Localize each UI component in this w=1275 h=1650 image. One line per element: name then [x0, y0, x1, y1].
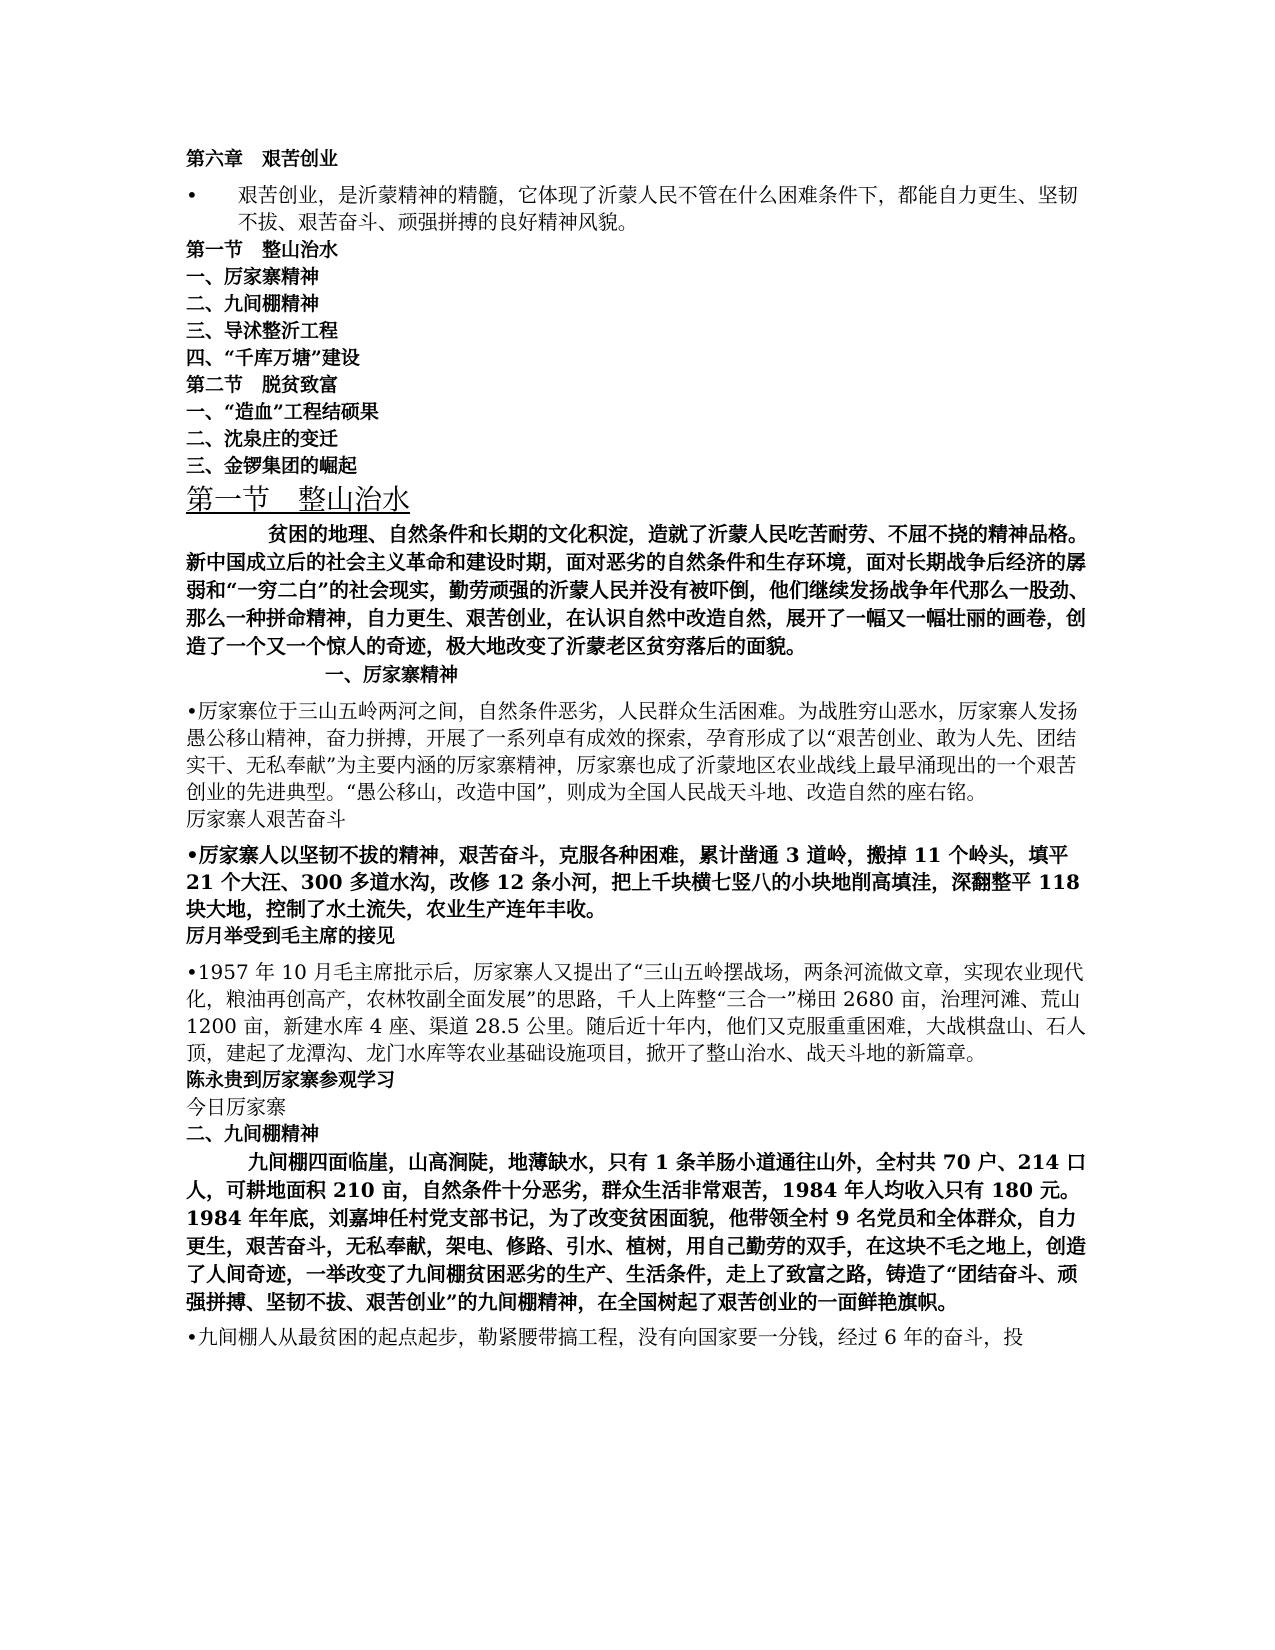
- subsection-heading-1: 一、厉家寨精神: [325, 664, 459, 686]
- bullet-icon: •: [186, 843, 199, 867]
- caption-2: 厉月举受到毛主席的接见: [186, 925, 396, 947]
- sub2-paragraph-2: [186, 1324, 1096, 1351]
- toc-item-3: 三、导沭整沂工程: [186, 320, 339, 342]
- chapter-intro-text: • 艰苦创业，是沂蒙精神的精髓，它体现了沂蒙人民不管在什么困难条件下，都能自力更生、坚韧不拔、艰苦奋斗、顽强拼搏的良好精神风貌。: [237, 183, 1078, 234]
- sub1-paragraph-2-text: 厉家寨人以坚韧不拔的精神，艰苦奋斗，克服各种困难，累计凿通 3 道岭，搬掉 11 个岭头，填平 21 个大汪、300 多道水沟，改修 12 条小河，把上千块横七竖八的小块地削高填洼，深翻整平 118 块大地，控制了水土流失，农业生产连年丰收。: [186, 843, 1080, 921]
- bullet-icon: •: [186, 699, 198, 723]
- toc-item-5: 一、“造血”工程结硕果: [186, 401, 379, 423]
- sub1-paragraph-3-text: 1957 年 10 月毛主席批示后，厉家寨人又提出了“三山五岭摆战场，两条河流做文章，实现农业现代化，粮油再创高产，农林牧副全面发展”的思路，千人上阵整“三合一”梯田 2680 亩，治理河滩、荒山 1200 亩，新建水库 4 座、渠道 28.5 公里。随后近十年内，他们又克服重重困难，大战棋盘山、石人顶，建起了龙潭沟、龙门水库等农业基础设施项目，掀开了整山治水、战天斗地的新篇章。: [186, 960, 1086, 1065]
- sub2-paragraph-1: 九间棚四面临崖，山高涧陡，地薄缺水，只有 1 条羊肠小道通往山外，全村共 70 户、214 口人，可耕地面积 210 亩，自然条件十分恶劣，群众生活非常艰苦，1984 年人均收入只有 180 元。1984 年年底，刘嘉坤任村党支部书记，为了改变贫困面貌，他带领全村 9 名党员和全体群众，自力更生，艰苦奋斗，无私奉献，架电、修路、引水、植树，用自己勤劳的双手，在这块不毛之地上，创造了人间奇迹，一举改变了九间棚贫困恶劣的生产、生活条件，走上了致富之路，铸造了“团结奋斗、顽强拼搏、坚韧不拔、艰苦创业”的九间棚精神，在全国树起了艰苦创业的一面鲜艳旗帜。: [186, 1150, 1087, 1314]
- toc-section2: 第二节 脱贫致富: [186, 374, 339, 396]
- toc-item-6: 二、沈泉庄的变迁: [186, 428, 339, 450]
- toc-item-4: 四、“千库万塘”建设: [186, 347, 360, 369]
- chapter-intro: [186, 182, 1096, 236]
- section-heading: 第一节 整山治水: [186, 483, 411, 516]
- bullet-icon: •: [186, 1325, 198, 1349]
- sub1-paragraph-1: [186, 698, 1096, 806]
- caption-4: 今日厉家寨: [186, 1095, 286, 1119]
- document-page: [186, 146, 1096, 1351]
- section-intro: 贫困的地理、自然条件和长期的文化积淀，造就了沂蒙人民吃苦耐劳、不屈不挠的精神品格。新中国成立后的社会主义革命和建设时期，面对恶劣的自然条件和生存环境，面对长期战争后经济的孱弱和“一穷二白”的社会现实，勤劳顽强的沂蒙人民并没有被吓倒，他们继续发扬战争年代那么一股劲、那么一种拼命精神，自力更生、艰苦创业，在认识自然中改造自然，展开了一幅又一幅壮丽的画卷，创造了一个又一个惊人的奇迹，极大地改变了沂蒙老区贫穷落后的面貌。: [186, 522, 1090, 658]
- chapter-title: 第六章 艰苦创业: [186, 148, 339, 170]
- toc-item-1: 一、厉家寨精神: [186, 266, 320, 288]
- toc-item-7: 三、金锣集团的崛起: [186, 455, 358, 477]
- bullet-icon: •: [186, 960, 198, 984]
- sub1-paragraph-3: [186, 959, 1096, 1067]
- subsection-heading-2: 二、九间棚精神: [186, 1123, 320, 1145]
- sub1-paragraph-1-text: 厉家寨位于三山五岭两河之间，自然条件恶劣，人民群众生活困难。为战胜穷山恶水，厉家寨人发扬愚公移山精神，奋力拼搏，开展了一系列卓有成效的探索，孕育形成了以“艰苦创业、敢为人先、团结实干、无私奉献”为主要内涵的厉家寨精神，厉家寨也成了沂蒙地区农业战线上最早涌现出的一个艰苦创业的先进典型。“愚公移山，改造中国”，则成为全国人民战天斗地、改造自然的座右铭。: [186, 699, 1078, 804]
- caption-1: 厉家寨人艰苦奋斗: [186, 807, 346, 831]
- sub1-paragraph-2: [186, 842, 1096, 923]
- sub2-paragraph-2-text: 九间棚人从最贫困的起点起步，勒紧腰带搞工程，没有向国家要一分钱，经过 6 年的奋斗，投: [197, 1325, 1024, 1349]
- toc-item-2: 二、九间棚精神: [186, 293, 320, 315]
- toc-section1: 第一节 整山治水: [186, 239, 339, 261]
- caption-3: 陈永贵到厉家寨参观学习: [186, 1069, 396, 1091]
